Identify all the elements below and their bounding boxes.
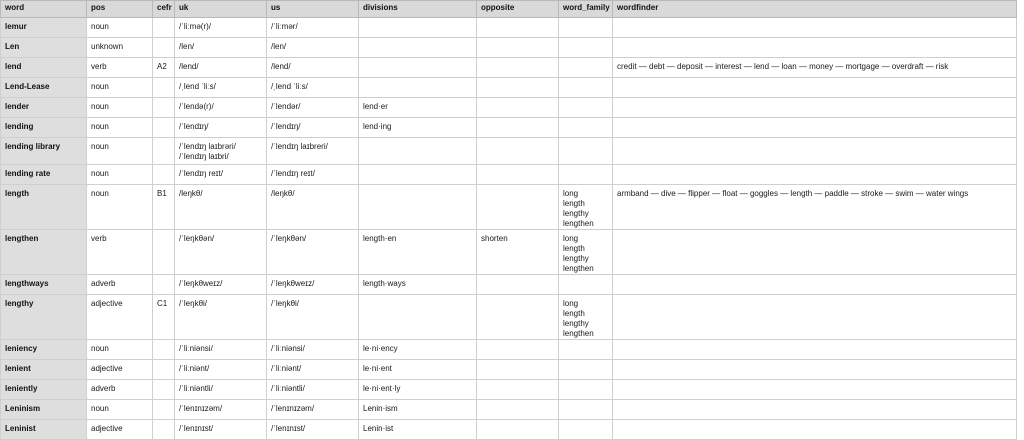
cell-uk[interactable] [175,185,267,230]
cell-uk-line: /ˈleŋkθən/ [179,234,215,243]
cell-word-family[interactable] [559,165,613,185]
cell-uk-line: /ˈliːniənsi/ [179,344,213,353]
cell-uk[interactable] [175,138,267,165]
table-row [1,400,1017,420]
cell-us[interactable] [267,360,359,380]
cell-us[interactable] [267,340,359,360]
cell-us[interactable] [267,58,359,78]
cell-cefr[interactable]: B1 [153,185,175,230]
cell-word[interactable]: length [1,185,87,230]
cell-uk[interactable] [175,340,267,360]
cell-wordfinder[interactable] [613,420,1017,440]
cell-uk-line: /ˈlendɪŋ laɪbri/ [179,152,229,161]
cell-word-family-line: length [563,244,585,253]
column-header-uk[interactable]: uk [175,1,267,18]
cell-opposite[interactable]: shorten [477,230,559,275]
cell-word-family[interactable] [559,295,613,340]
cell-word-family-line: long [563,234,579,243]
cell-pos[interactable]: noun [87,78,153,98]
cell-word[interactable]: Len [1,38,87,58]
cell-uk[interactable] [175,38,267,58]
cell-uk[interactable] [175,18,267,38]
cell-uk-line: /len/ [179,42,195,51]
cell-word[interactable]: lemur [1,18,87,38]
cell-divisions[interactable]: le·ni·ent·ly [359,380,477,400]
column-header-word-family[interactable]: word_family [559,1,613,18]
table-row [1,78,1017,98]
cell-pos[interactable]: noun [87,98,153,118]
cell-word[interactable]: Lend-Lease [1,78,87,98]
cell-uk-line: /ˈliːniəntli/ [179,384,213,393]
cell-us[interactable] [267,118,359,138]
cell-word-family[interactable] [559,275,613,295]
cell-uk[interactable] [175,400,267,420]
cell-uk-line: /ˈleŋkθweɪz/ [179,279,223,288]
cell-wordfinder[interactable]: armband — dive — flipper — float — goggles — length — paddle — stroke — swim — water wings [613,185,1017,230]
cell-us-line: /lend/ [271,62,291,71]
cell-us-line: /leŋkθ/ [271,189,295,198]
cell-us-line: /ˈlenɪnɪst/ [271,424,306,433]
cell-word[interactable]: leniently [1,380,87,400]
cell-us-line: /ˈleŋkθweɪz/ [271,279,315,288]
cell-pos[interactable]: adjective [87,360,153,380]
cell-us-line: /ˈleŋkθi/ [271,299,300,308]
cell-uk[interactable] [175,98,267,118]
cell-divisions[interactable] [359,38,477,58]
cell-uk-line: /leŋkθ/ [179,189,203,198]
cell-word-family-line: lengthen [563,329,594,338]
table-row [1,295,1017,340]
cell-us-line: /ˈlendər/ [271,102,301,111]
cell-us-line: /ˈleŋkθən/ [271,234,307,243]
table-row [1,380,1017,400]
cell-wordfinder[interactable] [613,400,1017,420]
cell-pos[interactable]: adverb [87,380,153,400]
cell-divisions[interactable] [359,138,477,165]
cell-divisions[interactable]: Lenin·ist [359,420,477,440]
table-row [1,185,1017,230]
cell-wordfinder[interactable] [613,18,1017,38]
column-header-word[interactable]: word [1,1,87,18]
cell-wordfinder[interactable] [613,165,1017,185]
cell-pos[interactable]: noun [87,340,153,360]
table-body [1,18,1017,440]
cell-word-family-line: lengthy [563,209,589,218]
cell-uk-line: /ˈleŋkθi/ [179,299,208,308]
cell-opposite[interactable] [477,38,559,58]
cell-uk[interactable] [175,295,267,340]
cell-cefr[interactable] [153,275,175,295]
table-row [1,275,1017,295]
cell-pos[interactable]: unknown [87,38,153,58]
cell-wordfinder[interactable] [613,340,1017,360]
cell-divisions[interactable]: length·en [359,230,477,275]
cell-word[interactable]: Leninism [1,400,87,420]
cell-wordfinder[interactable] [613,98,1017,118]
cell-divisions[interactable] [359,165,477,185]
cell-uk[interactable] [175,420,267,440]
cell-word-family[interactable] [559,340,613,360]
cell-us[interactable] [267,295,359,340]
cell-word-family-line: long [563,189,579,198]
cell-pos[interactable]: noun [87,185,153,230]
cell-uk-line: /ˈlenɪnɪst/ [179,424,214,433]
cell-word[interactable]: lengthen [1,230,87,275]
cell-uk-line: /ˈlenɪnɪzəm/ [179,404,223,413]
cell-word-family-line: length [563,309,585,318]
cell-uk-line: /ˈlendɪŋ reɪt/ [179,169,223,178]
cell-uk-line: /ˈliːniənt/ [179,364,210,373]
cell-word[interactable]: lending rate [1,165,87,185]
cell-pos[interactable]: verb [87,230,153,275]
cell-word[interactable]: lenient [1,360,87,380]
cell-cefr[interactable]: C1 [153,295,175,340]
cell-cefr[interactable] [153,118,175,138]
cell-us-line: /ˈliːmər/ [271,22,298,31]
cell-uk-line: /ˈlendə(r)/ [179,102,214,111]
cell-us-line: /ˈlenɪnɪzəm/ [271,404,315,413]
cell-divisions[interactable] [359,18,477,38]
cell-divisions[interactable] [359,185,477,230]
cell-cefr[interactable]: A2 [153,58,175,78]
cell-opposite[interactable] [477,98,559,118]
cell-word-family-line: lengthy [563,254,589,263]
cell-opposite[interactable] [477,58,559,78]
cell-wordfinder[interactable] [613,275,1017,295]
cell-divisions[interactable] [359,295,477,340]
cell-us[interactable] [267,18,359,38]
cell-us-line: /len/ [271,42,287,51]
cell-word[interactable]: Leninist [1,420,87,440]
cell-divisions[interactable]: length·ways [359,275,477,295]
cell-uk-line: /ˈlendɪŋ/ [179,122,209,131]
column-header-us[interactable]: us [267,1,359,18]
cell-opposite[interactable] [477,380,559,400]
table-row [1,18,1017,38]
cell-word-family[interactable] [559,400,613,420]
cell-divisions[interactable]: lend·ing [359,118,477,138]
cell-uk[interactable] [175,230,267,275]
cell-us-line: /ˈliːniənt/ [271,364,302,373]
cell-word-family-line: lengthen [563,264,594,273]
table-row [1,420,1017,440]
cell-us[interactable] [267,185,359,230]
cell-cefr[interactable] [153,400,175,420]
cell-word[interactable]: lengthways [1,275,87,295]
cell-word-family[interactable] [559,420,613,440]
cell-opposite[interactable] [477,118,559,138]
cell-divisions[interactable] [359,78,477,98]
table-row [1,138,1017,165]
cell-wordfinder[interactable] [613,118,1017,138]
cell-us[interactable] [267,275,359,295]
cell-word[interactable]: lengthy [1,295,87,340]
cell-pos[interactable]: noun [87,18,153,38]
cell-opposite[interactable] [477,360,559,380]
cell-cefr[interactable] [153,78,175,98]
cell-us[interactable] [267,400,359,420]
column-header-opposite[interactable]: opposite [477,1,559,18]
cell-pos[interactable]: noun [87,138,153,165]
cell-uk[interactable] [175,118,267,138]
cell-us[interactable] [267,38,359,58]
cell-pos[interactable]: noun [87,400,153,420]
cell-pos[interactable]: adjective [87,420,153,440]
table-row [1,58,1017,78]
cell-word-family-line: long [563,299,579,308]
cell-cefr[interactable] [153,420,175,440]
cell-wordfinder[interactable] [613,360,1017,380]
cell-word-family[interactable] [559,98,613,118]
cell-wordfinder[interactable] [613,138,1017,165]
cell-opposite[interactable] [477,138,559,165]
cell-word-family[interactable] [559,138,613,165]
cell-word-family[interactable] [559,18,613,38]
cell-divisions[interactable] [359,58,477,78]
cell-cefr[interactable] [153,18,175,38]
cell-divisions[interactable]: lend·er [359,98,477,118]
cell-us[interactable] [267,138,359,165]
cell-uk[interactable] [175,360,267,380]
table-row [1,118,1017,138]
cell-uk-line: /ˌlend ˈliːs/ [179,82,216,91]
cell-word-family[interactable] [559,78,613,98]
cell-us-line: /ˈliːniəntli/ [271,384,305,393]
cell-word[interactable]: leniency [1,340,87,360]
cell-opposite[interactable] [477,420,559,440]
table-row [1,230,1017,275]
cell-pos[interactable]: verb [87,58,153,78]
cell-uk-line: /ˈliːmə(r)/ [179,22,211,31]
table-row [1,38,1017,58]
cell-us-line: /ˌlend ˈliːs/ [271,82,308,91]
cell-opposite[interactable] [477,295,559,340]
cell-uk-line: /ˈlendɪŋ laɪbrəri/ [179,142,236,151]
cell-wordfinder[interactable]: credit — debt — deposit — interest — lend — loan — money — mortgage — overdraft — risk [613,58,1017,78]
cell-us[interactable] [267,78,359,98]
cell-word-family-line: lengthy [563,319,589,328]
cell-cefr[interactable] [153,340,175,360]
cell-divisions[interactable]: le·ni·ency [359,340,477,360]
cell-word[interactable]: lend [1,58,87,78]
cell-divisions[interactable]: Lenin·ism [359,400,477,420]
cell-us-line: /ˈlendɪŋ/ [271,122,301,131]
cell-word-family[interactable] [559,185,613,230]
cell-opposite[interactable] [477,78,559,98]
cell-word-family-line: lengthen [563,219,594,228]
cell-wordfinder[interactable] [613,78,1017,98]
cell-pos[interactable]: noun [87,118,153,138]
column-header-wordfinder[interactable]: wordfinder [613,1,1017,18]
cell-word-family[interactable] [559,360,613,380]
cell-opposite[interactable] [477,275,559,295]
cell-wordfinder[interactable] [613,380,1017,400]
table-row [1,165,1017,185]
cell-pos[interactable]: adverb [87,275,153,295]
cell-uk-line: /lend/ [179,62,199,71]
cell-us-line: /ˈlendɪŋ reɪt/ [271,169,315,178]
column-header-pos[interactable]: pos [87,1,153,18]
cell-opposite[interactable] [477,400,559,420]
cell-word-family[interactable] [559,380,613,400]
cell-divisions[interactable]: le·ni·ent [359,360,477,380]
cell-word[interactable]: lending library [1,138,87,165]
cell-uk[interactable] [175,165,267,185]
cell-word-family[interactable] [559,58,613,78]
cell-opposite[interactable] [477,185,559,230]
table-row [1,360,1017,380]
cell-uk[interactable] [175,380,267,400]
cell-cefr[interactable] [153,38,175,58]
cell-opposite[interactable] [477,18,559,38]
cell-us[interactable] [267,230,359,275]
cell-wordfinder[interactable] [613,295,1017,340]
cell-wordfinder[interactable] [613,38,1017,58]
cell-us-line: /ˈlendɪŋ laɪbreri/ [271,142,328,151]
cell-cefr[interactable] [153,360,175,380]
header-row [1,1,1017,18]
table-row [1,340,1017,360]
cell-us[interactable] [267,380,359,400]
cell-uk[interactable] [175,78,267,98]
cell-us-line: /ˈliːniənsi/ [271,344,305,353]
cell-us[interactable] [267,98,359,118]
cell-cefr[interactable] [153,380,175,400]
cell-pos[interactable]: adjective [87,295,153,340]
cell-opposite[interactable] [477,340,559,360]
cell-wordfinder[interactable] [613,230,1017,275]
cell-word[interactable]: lending [1,118,87,138]
cell-us[interactable] [267,165,359,185]
cell-word-family[interactable] [559,38,613,58]
cell-word[interactable]: lender [1,98,87,118]
cell-uk[interactable] [175,275,267,295]
cell-cefr[interactable] [153,138,175,165]
cell-word-family-line: length [563,199,585,208]
cell-uk[interactable] [175,58,267,78]
column-header-divisions[interactable]: divisions [359,1,477,18]
column-header-cefr[interactable]: cefr [153,1,175,18]
cell-cefr[interactable] [153,165,175,185]
table-row [1,98,1017,118]
cell-us[interactable] [267,420,359,440]
cell-pos[interactable]: noun [87,165,153,185]
cell-cefr[interactable] [153,98,175,118]
cell-word-family[interactable] [559,118,613,138]
cell-word-family[interactable] [559,230,613,275]
cell-cefr[interactable] [153,230,175,275]
cell-opposite[interactable] [477,165,559,185]
